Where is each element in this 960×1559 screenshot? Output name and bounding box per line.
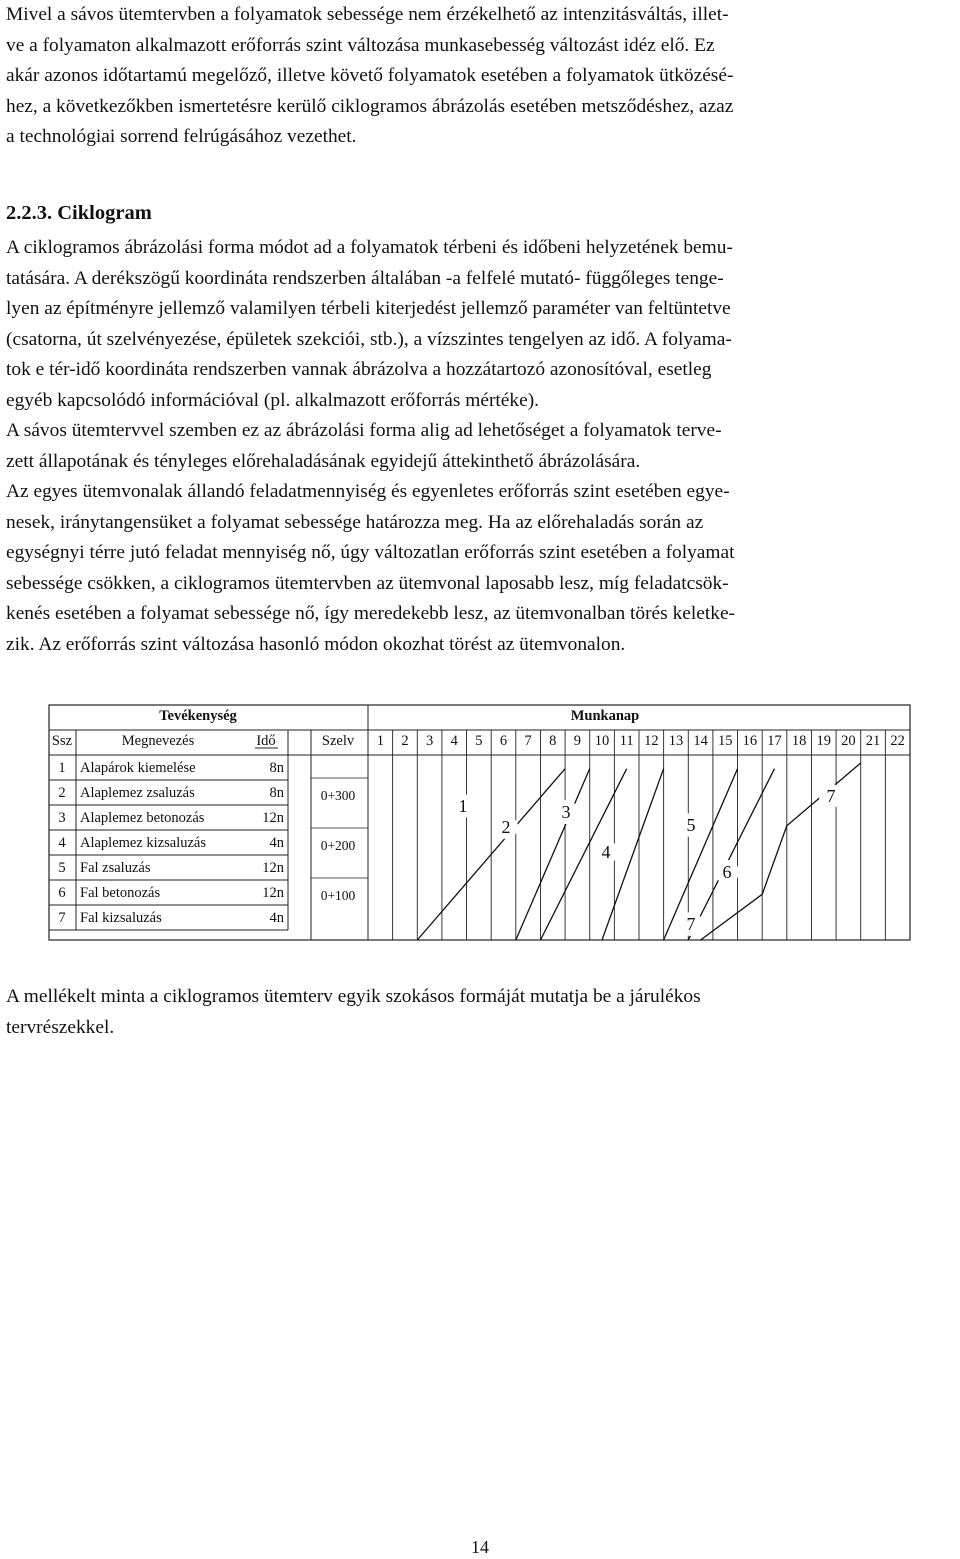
text-line: a technológiai sorrend felrúgásához vezethet.	[6, 126, 357, 147]
station-label: 0+200	[320, 838, 356, 853]
row-name: Alaplemez kizsaluzás	[80, 835, 207, 851]
station-label: 0+300	[320, 788, 356, 803]
day-header: 2	[401, 733, 409, 749]
row-name: Fal zsaluzás	[80, 860, 151, 876]
col-station-header: Szelv	[321, 733, 355, 749]
text-line: egységnyi térre jutó feladat mennyiség nő, úgy változatlan erőforrás szint esetében a folyamat	[6, 542, 735, 563]
day-header: 9	[573, 733, 582, 749]
row-name: Alaplemez betonozás	[80, 810, 205, 826]
row-no: 6	[58, 885, 66, 901]
text-line: ve a folyamaton alkalmazott erőforrás szint változása munkasebesség változást idéz elő. Ez	[6, 34, 715, 56]
text-line: hez, a következőkben ismertetésre kerülő ciklogramos ábrázolás esetében metsződéshez, azaz	[6, 95, 734, 117]
day-header: 6	[499, 733, 508, 749]
row-time: 8n	[269, 785, 284, 801]
text-line: zett állapotának és tényleges előrehaladásának egyidejű áttekinthető ábrázolására.	[6, 450, 641, 472]
series-label: 3	[561, 802, 571, 822]
day-header: 5	[475, 733, 483, 749]
series-label: 4	[601, 842, 611, 862]
text-line: lyen az építményre jellemző valamilyen térbeli kiterjedést jellemző paraméter van feltüntetve	[6, 298, 731, 319]
text-line: akár azonos időtartamú megelőző, illetve követő folyamatok esetében a folyamatok ütközésé-	[6, 65, 734, 86]
text-line: A sávos ütemtervvel szemben ez az ábrázolási forma alig ad lehetőséget a folyamatok terve-	[6, 420, 722, 441]
day-header: 7	[524, 733, 532, 749]
text-line: egyéb kapcsolódó információval (pl. alkalmazott erőforrás mértéke).	[6, 389, 540, 411]
series-label: 5	[686, 815, 696, 835]
day-header: 10	[594, 733, 610, 749]
ciklogram-figure	[0, 690, 960, 960]
paragraph-example	[6, 982, 958, 1043]
row-name: Fal kizsaluzás	[80, 910, 162, 926]
day-header: 1	[376, 733, 384, 749]
row-no: 4	[58, 835, 66, 851]
text-line: kenés esetében a folyamat sebessége nő, így meredekebb lesz, az ütemvonalban törés keletke-	[6, 603, 736, 624]
row-name: Fal betonozás	[80, 885, 161, 901]
row-time: 8n	[269, 760, 284, 776]
series-label: 7	[826, 786, 836, 806]
day-header: 19	[816, 733, 832, 749]
station-label: 0+100	[320, 888, 356, 903]
row-no: 3	[58, 810, 66, 826]
row-name: Alaplemez zsaluzás	[80, 785, 195, 801]
section-heading: 2.2.3. Ciklogram	[6, 202, 152, 224]
row-time: 4n	[269, 910, 284, 926]
text-line: Az egyes ütemvonalak állandó feladatmennyiség és egyenletes erőforrás szint esetében egye-	[6, 481, 730, 502]
row-time: 12n	[262, 810, 284, 826]
day-header: 18	[791, 733, 807, 749]
row-time: 12n	[262, 860, 284, 876]
row-no: 7	[58, 910, 66, 926]
paragraph-ciklogram	[6, 233, 958, 660]
row-no: 1	[58, 760, 66, 776]
text-line: A ciklogramos ábrázolási forma módot ad a folyamatok térbeni és időbeni helyzetének bemu-	[6, 237, 733, 258]
series-label: 6	[722, 862, 732, 882]
row-time: 12n	[262, 885, 284, 901]
header-activity: Tevékenység	[159, 708, 237, 724]
text-line: sebessége csökken, a ciklogramos ütemtervben az ütemvonal laposabb lesz, míg feladatcsök-	[6, 572, 729, 594]
text-line: Mivel a sávos ütemtervben a folyamatok sebessége nem érzékelhető az intenzitásváltás, illet-	[6, 4, 729, 25]
day-header: 13	[668, 733, 684, 749]
text-line: tok e tér-idő koordináta rendszerben vannak ábrázolva a hozzátartozó azonosítóval, esetleg	[6, 359, 712, 380]
day-header: 8	[549, 733, 557, 749]
day-header: 20	[841, 733, 856, 749]
row-time: 4n	[269, 835, 284, 851]
series-label: 2	[501, 817, 511, 837]
col-no-header: Ssz	[51, 733, 73, 749]
col-name-header: Megnevezés	[121, 733, 195, 749]
day-header: 3	[425, 733, 434, 749]
day-header: 14	[693, 733, 708, 749]
day-header: 4	[450, 733, 458, 749]
day-header: 11	[619, 733, 634, 749]
day-header: 22	[890, 733, 905, 749]
paragraph-intro	[6, 0, 958, 153]
col-time-header: Idő	[256, 733, 276, 749]
text-line: nesek, iránytangensüket a folyamat sebessége határozza meg. Ha az előrehaladás során az	[6, 511, 704, 533]
row-name: Alapárok kiemelése	[80, 760, 196, 776]
text-line: (csatorna, út szelvényezése, épületek szekciói, stb.), a vízszintes tengelyen az idő. A folyama-	[6, 328, 732, 350]
header-workday: Munkanap	[570, 708, 640, 724]
day-header: 16	[742, 733, 758, 749]
text-line: tervrészekkel.	[6, 1016, 115, 1038]
schedule-labels	[451, 784, 843, 936]
schedule-table	[49, 705, 910, 940]
row-no: 2	[58, 785, 66, 801]
day-header: 12	[644, 733, 659, 749]
day-header: 21	[865, 733, 881, 749]
text-line: A mellékelt minta a ciklogramos ütemterv egyik szokásos formáját mutatja be a járulékos	[6, 986, 701, 1007]
page-number: 14	[471, 1537, 489, 1557]
row-no: 5	[58, 860, 66, 876]
series-label: 1	[458, 796, 468, 816]
text-line: zik. Az erőforrás szint változása hasonló módon okozhat törést az ütemvonalon.	[6, 633, 626, 655]
series-label: 7	[686, 914, 696, 934]
day-header: 15	[717, 733, 733, 749]
text-line: tatására. A derékszögű koordináta rendszerben általában -a felfelé mutató- függőleges tenge-	[6, 267, 724, 289]
day-header: 17	[767, 733, 782, 749]
